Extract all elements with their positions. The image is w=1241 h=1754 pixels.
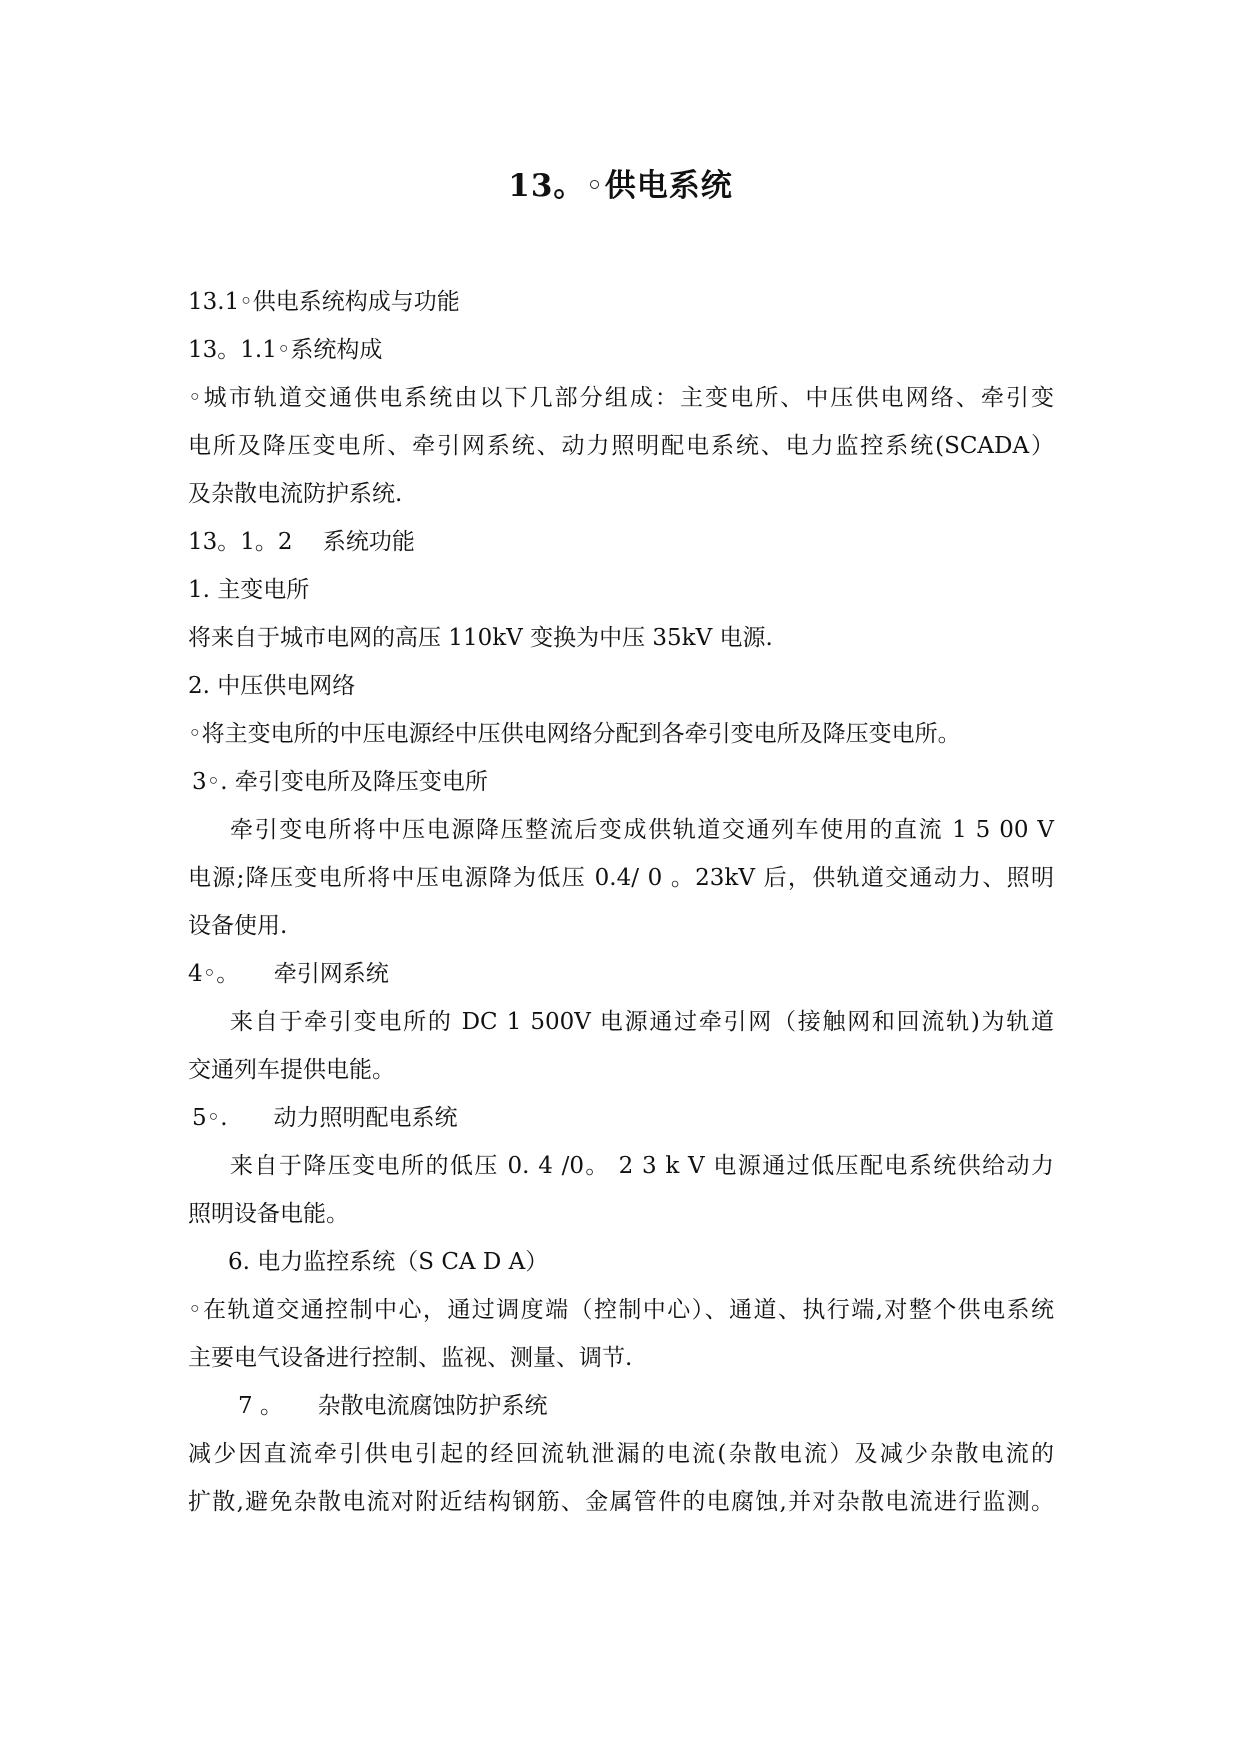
paragraph-line: 电源;降压变电所将中压电源降为低压 0.4/ 0 。23kV 后，供轨道交通动力、照明 — [188, 865, 1054, 891]
paragraph-line: ◦在轨道交通控制中心，通过调度端（控制中心）、通道、执行端,对整个供电系统 — [188, 1297, 1054, 1323]
paragraph-line: ◦城市轨道交通供电系统由以下几部分组成：主变电所、中压供电网络、牵引变 — [188, 385, 1054, 411]
paragraph-line: 牵引变电所将中压电源降压整流后变成供轨道交通列车使用的直流 1 5 00 V — [230, 817, 1054, 843]
subsection-heading: 13。1.1◦系统构成 — [188, 337, 383, 363]
list-item-heading: 7 。 杂散电流腐蚀防护系统 — [238, 1393, 548, 1419]
document-body — [188, 278, 1054, 1526]
list-item-heading: 2. 中压供电网络 — [188, 673, 356, 699]
paragraph-line: 照明设备电能。 — [188, 1201, 349, 1227]
section-heading: 13.1◦供电系统构成与功能 — [188, 289, 460, 315]
document-title: 13。◦供电系统 — [508, 168, 733, 204]
paragraph-line: 主要电气设备进行控制、监视、测量、调节. — [188, 1345, 633, 1371]
paragraph-line: 电所及降压变电所、牵引网系统、动力照明配电系统、电力监控系统(SCADA） — [188, 433, 1054, 459]
paragraph-line: 扩散,避免杂散电流对附近结构钢筋、金属管件的电腐蚀,并对杂散电流进行监测。 — [188, 1489, 1054, 1515]
paragraph-line: 来自于降压变电所的低压 0. 4 /0。 2 3 k V 电源通过低压配电系统供给动力 — [230, 1153, 1054, 1179]
paragraph-line: 来自于牵引变电所的 DC 1 500V 电源通过牵引网（接触网和回流轨)为轨道 — [230, 1009, 1054, 1035]
paragraph-line: 将来自于城市电网的高压 110kV 变换为中压 35kV 电源. — [188, 625, 773, 651]
list-item-heading: 3◦. 牵引变电所及降压变电所 — [192, 769, 488, 795]
paragraph-line: 及杂散电流防护系统. — [188, 481, 403, 507]
paragraph-line: 减少因直流牵引供电引起的经回流轨泄漏的电流(杂散电流）及减少杂散电流的 — [188, 1441, 1054, 1467]
subsection-heading: 13。1。2 系统功能 — [188, 529, 415, 555]
paragraph-line: 设备使用. — [188, 913, 288, 939]
list-item-heading: 1. 主变电所 — [188, 577, 310, 603]
paragraph-line: 交通列车提供电能。 — [188, 1057, 395, 1083]
paragraph-line: ◦将主变电所的中压电源经中压供电网络分配到各牵引变电所及降压变电所。 — [188, 721, 961, 747]
list-item-heading: 6. 电力监控系统（S CA D A） — [228, 1249, 549, 1275]
list-item-heading: 4◦。 牵引网系统 — [188, 961, 389, 987]
list-item-heading: 5◦. 动力照明配电系统 — [192, 1105, 458, 1131]
